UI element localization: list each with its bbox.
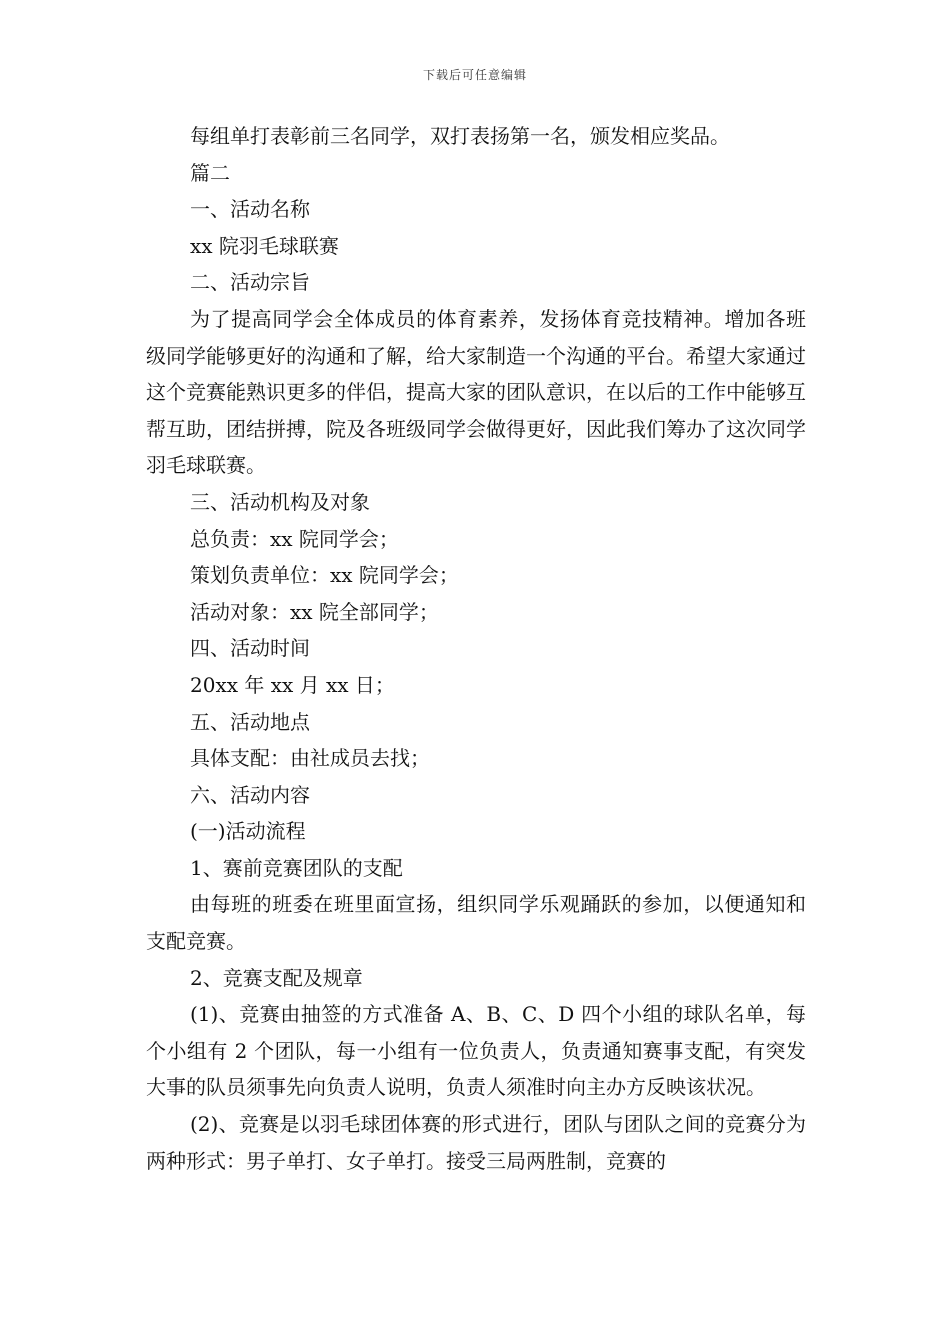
paragraph-participants: 活动对象：xx 院全部同学； (190, 599, 439, 624)
heading-rules: 2、竞赛支配及规章 (190, 965, 363, 990)
heading-activity-content: 六、活动内容 (190, 782, 310, 807)
heading-activity-flow: (一)活动流程 (190, 819, 306, 844)
paragraph-activity-name: xx 院羽毛球联赛 (190, 233, 339, 258)
document-body (146, 118, 806, 1179)
heading-activity-location: 五、活动地点 (190, 709, 310, 734)
page-header: 下载后可任意编辑 (422, 68, 527, 82)
paragraph-date: 20xx 年 xx 月 xx 日； (190, 672, 395, 697)
heading-organization: 三、活动机构及对象 (190, 489, 370, 514)
paragraph-general-manager: 总负责：xx 院同学会； (190, 526, 399, 551)
paragraph-team-arrangement: 由每班的班委在班里面宣扬，组织同学乐观踊跃的参加，以便通知和支配竞赛。 (146, 892, 806, 954)
section-title-part-two: 篇二 (190, 160, 230, 185)
paragraph-rule-one: (1)、竞赛由抽签的方式准备 A、B、C、D 四个小组的球队名单，每个小组有 2 个团队，每一小组有一位负责人，负责通知赛事支配，有突发大事的队员须事先向负责人说明，负责人须准时向主办方反映该状况。 (146, 1002, 806, 1100)
paragraph-awards: 每组单打表彰前三名同学，双打表扬第一名，颁发相应奖品。 (190, 124, 730, 148)
paragraph-location: 具体支配：由社成员去找； (190, 746, 430, 771)
heading-activity-name: 一、活动名称 (190, 197, 310, 222)
heading-team-arrangement: 1、赛前竞赛团队的支配 (190, 855, 403, 880)
paragraph-planning-unit: 策划负责单位：xx 院同学会； (190, 563, 459, 588)
paragraph-rule-two: (2)、竞赛是以羽毛球团体赛的形式进行，团队与团队之间的竞赛分为两种形式：男子单打、女子单打。接受三局两胜制，竞赛的 (146, 1112, 806, 1173)
heading-activity-time: 四、活动时间 (190, 636, 310, 661)
paragraph-activity-purpose: 为了提高同学会全体成员的体育素养，发扬体育竞技精神。增加各班级同学能够更好的沟通和了解，给大家制造一个沟通的平台。希望大家通过这个竞赛能熟识更多的伴侣，提高大家的团队意识，在以后的工作中能够互帮互助，团结拼搏，院及各班级同学会做得更好，因此我们筹办了这次同学羽毛球联赛。 (146, 306, 806, 478)
heading-activity-purpose: 二、活动宗旨 (190, 270, 310, 295)
